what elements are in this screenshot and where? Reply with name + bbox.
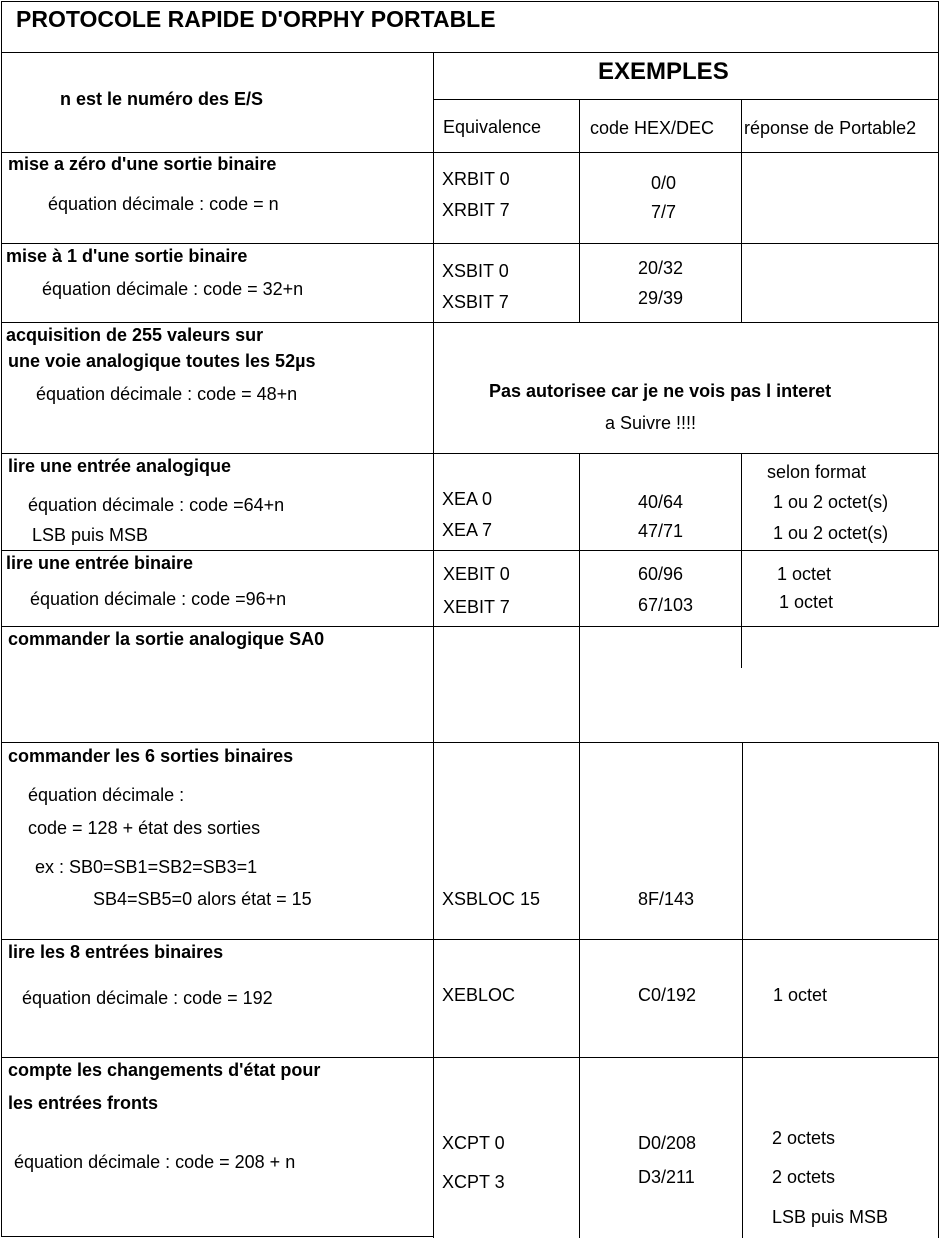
equivalence-cell: XEA 0 — [442, 489, 493, 509]
code-cell: 0/0 — [651, 173, 677, 193]
code-cell: 29/39 — [638, 288, 684, 308]
border-left — [1, 1, 2, 1237]
col-header-code: code HEX/DEC — [590, 118, 715, 138]
row-note: a Suivre !!!! — [605, 413, 697, 433]
row-equation: équation décimale : code =96+n — [30, 589, 287, 609]
row-label: commander la sortie analogique SA0 — [8, 629, 325, 649]
col-separator — [741, 99, 742, 323]
code-cell: 8F/143 — [638, 889, 695, 909]
col-separator — [433, 52, 434, 1238]
reponse-cell: 2 octets — [772, 1128, 836, 1148]
row-separator — [1, 322, 939, 323]
row-equation: code = 128 + état des sorties — [28, 818, 261, 838]
reponse-cell: 1 octet — [777, 564, 832, 584]
row-separator — [1, 939, 939, 940]
row-label: mise à 1 d'une sortie binaire — [6, 246, 248, 266]
col-header-equivalence: Equivalence — [443, 117, 542, 137]
equivalence-cell: XSBIT 7 — [442, 292, 509, 312]
row-separator — [1, 243, 939, 244]
row-separator — [1, 52, 939, 53]
row-note: Pas autorisee car je ne vois pas l interet — [489, 381, 832, 401]
row-separator — [1, 550, 939, 551]
row-separator — [1, 626, 939, 627]
col-separator — [579, 99, 580, 323]
reponse-cell: 1 ou 2 octet(s) — [773, 523, 889, 543]
code-cell: 60/96 — [638, 564, 684, 584]
border-right — [938, 742, 939, 1238]
row-equation: LSB puis MSB — [32, 525, 149, 545]
border-right — [938, 551, 939, 627]
row-label: mise a zéro d'une sortie binaire — [8, 154, 277, 174]
reponse-cell: LSB puis MSB — [772, 1207, 889, 1227]
row-equation: équation décimale : — [28, 785, 185, 805]
row-equation: ex : SB0=SB1=SB2=SB3=1 — [35, 857, 258, 877]
row-label: lire les 8 entrées binaires — [8, 942, 224, 962]
equivalence-cell: XRBIT 0 — [442, 169, 510, 189]
equivalence-cell: XSBIT 0 — [442, 261, 509, 281]
col-separator — [579, 453, 580, 1238]
code-cell: D3/211 — [638, 1167, 695, 1187]
row-equation: SB4=SB5=0 alors état = 15 — [93, 889, 312, 909]
code-cell: C0/192 — [638, 985, 697, 1005]
code-cell: D0/208 — [638, 1133, 697, 1153]
row-equation: équation décimale : code =64+n — [28, 495, 285, 515]
row-equation: équation décimale : code = 192 — [22, 988, 273, 1008]
code-cell: 20/32 — [638, 258, 684, 278]
row-separator — [434, 99, 938, 100]
header-left-note: n est le numéro des E/S — [60, 89, 264, 109]
equivalence-cell: XCPT 0 — [442, 1133, 505, 1153]
row-equation: équation décimale : code = 208 + n — [14, 1152, 296, 1172]
row-label: lire une entrée binaire — [6, 553, 194, 573]
reponse-cell: 2 octets — [772, 1167, 836, 1187]
col-header-reponse: réponse de Portable2 — [744, 118, 917, 138]
row-separator — [1, 453, 939, 454]
code-cell: 67/103 — [638, 595, 694, 615]
equivalence-cell: XCPT 3 — [442, 1172, 505, 1192]
border-right — [938, 1, 939, 551]
equivalence-cell: XSBLOC 15 — [442, 889, 541, 909]
row-separator — [1, 742, 939, 743]
reponse-cell: 1 octet — [779, 592, 834, 612]
equivalence-cell: XEBIT 7 — [443, 597, 510, 617]
border-top — [1, 1, 939, 2]
col-separator — [742, 742, 743, 1238]
code-cell: 7/7 — [651, 202, 677, 222]
row-label: compte les changements d'état pour — [8, 1060, 321, 1080]
code-cell: 47/71 — [638, 521, 684, 541]
border-bottom — [1, 1236, 434, 1237]
reponse-cell: selon format — [767, 462, 867, 482]
equivalence-cell: XEBLOC — [442, 985, 516, 1005]
row-label: lire une entrée analogique — [8, 456, 232, 476]
reponse-cell: 1 octet — [773, 985, 828, 1005]
page-title: PROTOCOLE RAPIDE D'ORPHY PORTABLE — [16, 6, 496, 32]
code-cell: 40/64 — [638, 492, 684, 512]
equivalence-cell: XEBIT 0 — [443, 564, 510, 584]
row-equation: équation décimale : code = 32+n — [42, 279, 304, 299]
row-label: les entrées fronts — [8, 1093, 159, 1113]
col-separator — [741, 453, 742, 668]
equivalence-cell: XRBIT 7 — [442, 200, 510, 220]
equivalence-cell: XEA 7 — [442, 520, 493, 540]
row-separator — [1, 152, 939, 153]
row-label: une voie analogique toutes les 52µs — [8, 351, 316, 371]
row-equation: équation décimale : code = n — [48, 194, 279, 214]
examples-heading: EXEMPLES — [598, 58, 729, 85]
row-label: commander les 6 sorties binaires — [8, 746, 294, 766]
reponse-cell: 1 ou 2 octet(s) — [773, 492, 889, 512]
row-equation: équation décimale : code = 48+n — [36, 384, 298, 404]
row-label: acquisition de 255 valeurs sur — [6, 325, 264, 345]
row-separator — [1, 1057, 939, 1058]
